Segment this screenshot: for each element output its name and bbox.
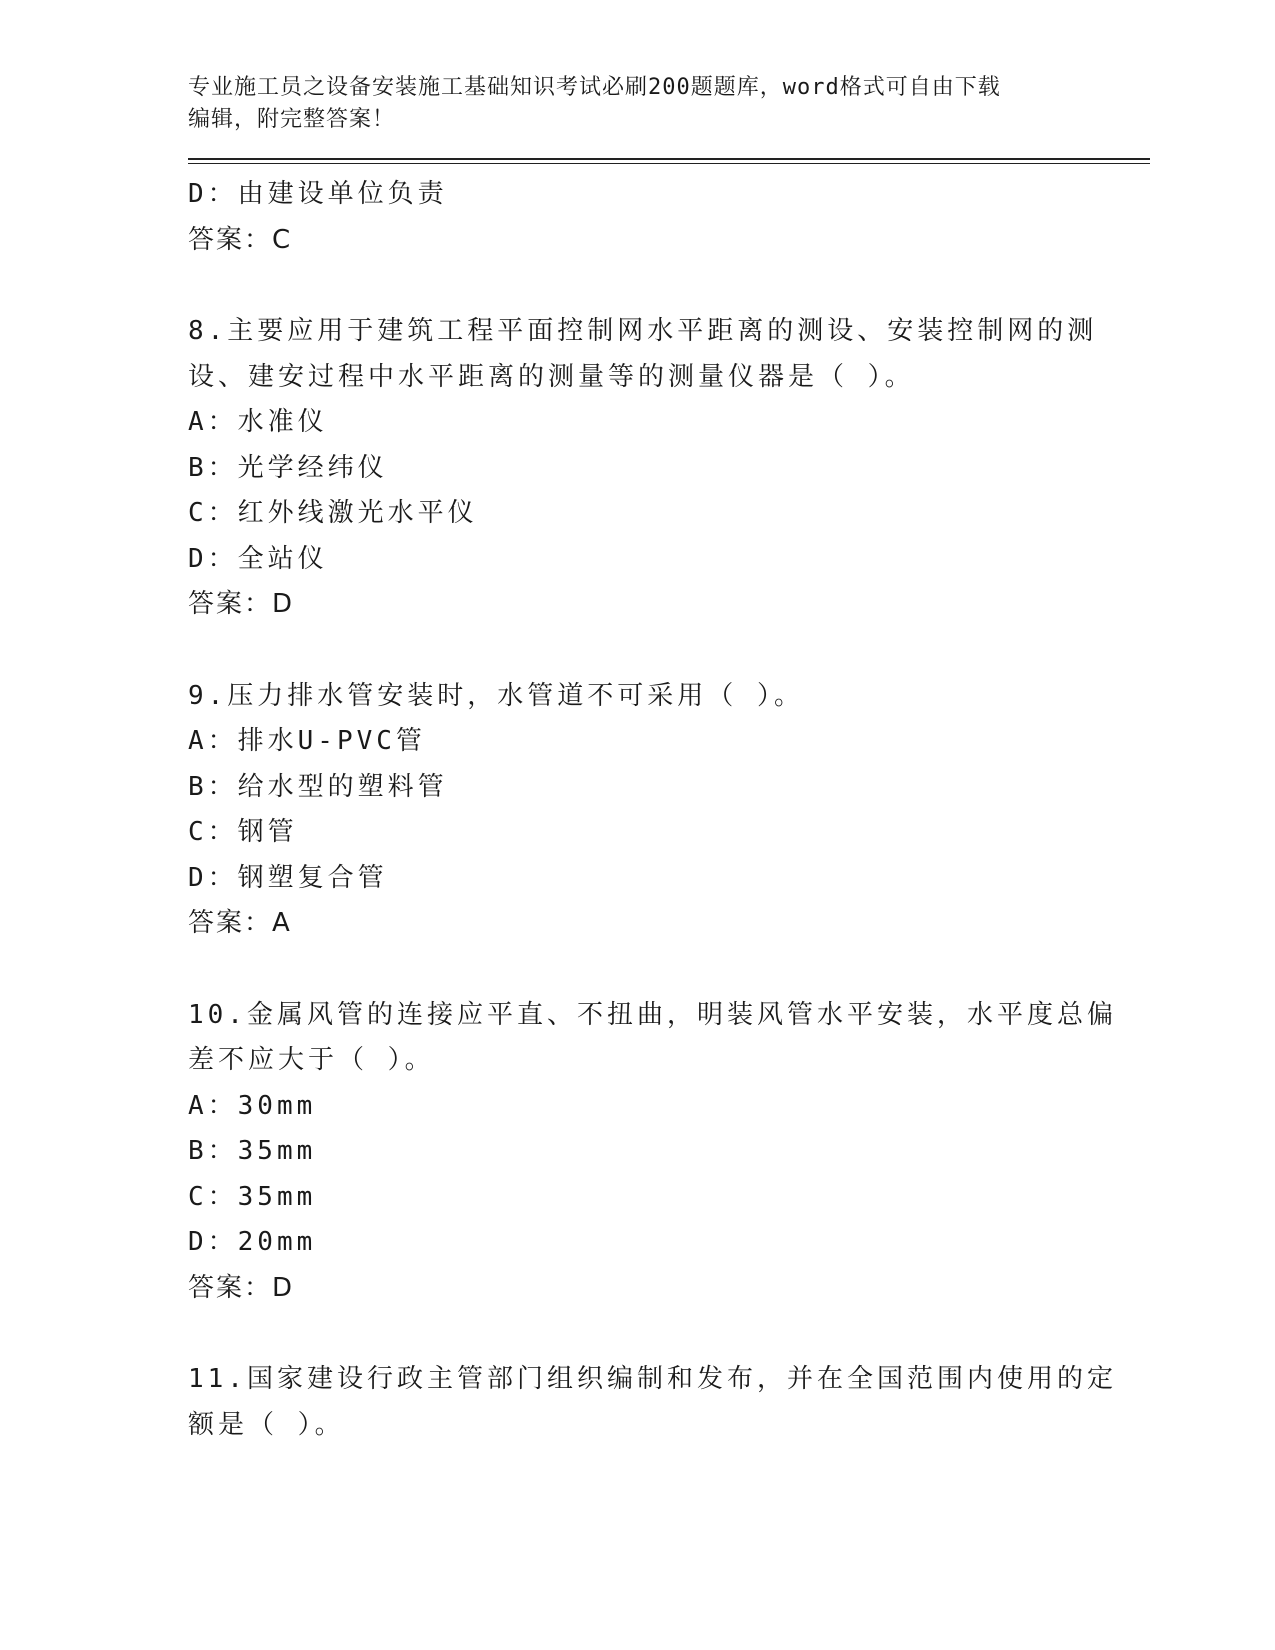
option-b: B：给水型的塑料管 <box>188 771 448 802</box>
answer-line: 答案：D <box>188 1272 295 1303</box>
question-10 <box>188 993 1150 1312</box>
question-8 <box>188 309 1150 628</box>
question-stem <box>188 674 1088 720</box>
header-line-2: 编辑，附完整答案！ <box>188 107 396 132</box>
option-d: D：全站仪 <box>188 543 328 574</box>
previous-question-tail <box>188 172 1150 263</box>
question-stem-line-2: 设、建安过程中水平距离的测量等的测量仪器是（ ）。 <box>188 361 915 392</box>
document-page <box>188 72 1150 1448</box>
question-stem-line-1: 11.国家建设行政主管部门组织编制和发布，并在全国范围内使用的定 <box>188 1364 1117 1394</box>
question-stem-line-2: 差不应大于（ ）。 <box>188 1045 435 1075</box>
question-stem <box>188 1357 1117 1448</box>
option-b: B：35mm <box>188 1136 317 1166</box>
question-11 <box>188 1357 1150 1448</box>
answer-line: 答案：D <box>188 589 295 619</box>
option-d: D：钢塑复合管 <box>188 862 388 893</box>
option-c: C：红外线激光水平仪 <box>188 498 478 528</box>
option-d: D：由建设单位负责 <box>188 179 448 209</box>
option-c: C：钢管 <box>188 817 298 847</box>
option-a: A：水准仪 <box>188 407 328 437</box>
question-stem <box>188 309 1098 400</box>
question-stem-line-1: 10.金属风管的连接应平直、不扭曲，明装风管水平安装，水平度总偏 <box>188 999 1117 1030</box>
header-divider <box>188 158 1150 164</box>
question-stem <box>188 993 1117 1084</box>
question-stem-line-2: 额是（ ）。 <box>188 1409 345 1440</box>
option-a: A：排水U-PVC管 <box>188 726 426 756</box>
question-stem-line-1: 9.压力排水管安装时，水管道不可采用（ ）。 <box>188 680 804 711</box>
option-b: B：光学经纬仪 <box>188 452 388 483</box>
document-header <box>188 72 1068 136</box>
option-a: A：30mm <box>188 1090 317 1121</box>
option-d: D：20mm <box>188 1227 317 1257</box>
option-c: C：35mm <box>188 1181 317 1212</box>
answer-line: 答案：C <box>188 224 293 255</box>
answer-line: 答案：A <box>188 908 292 938</box>
header-line-1: 专业施工员之设备安装施工基础知识考试必刷200题题库，word格式可自由下载 <box>188 75 1001 100</box>
question-stem-line-1: 8.主要应用于建筑工程平面控制网水平距离的测设、安装控制网的测 <box>188 316 1098 346</box>
question-9 <box>188 674 1150 947</box>
